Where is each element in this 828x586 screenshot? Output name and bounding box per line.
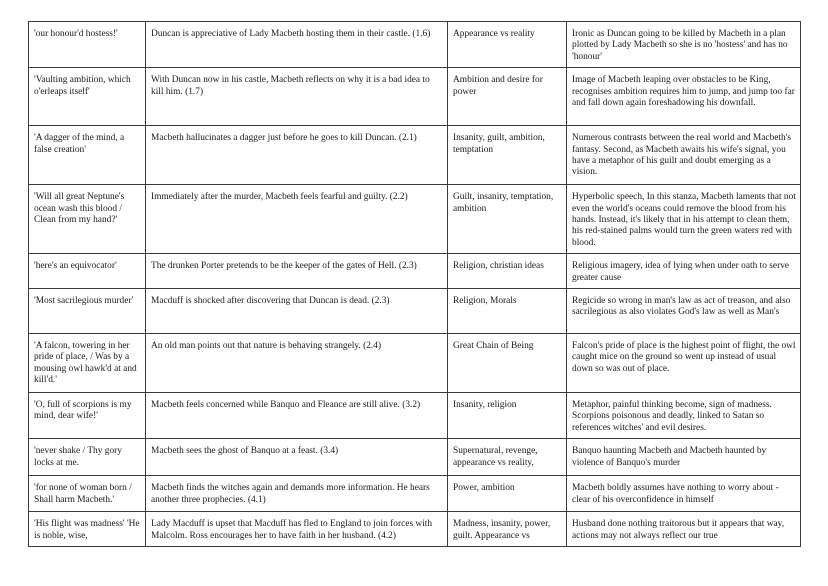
analysis-cell: Metaphor, painful thinking become, sign of madness. Scorpions poisonous and deadly, linked to Satan so references witches' and evil desires. (567, 393, 801, 439)
analysis-cell: Falcon's pride of place is the highest point of flight, the owl caught mice on the ground so went up instead of usual down so was out of place. (567, 334, 801, 393)
quote-cell: 'A dagger of the mind, a false creation' (29, 126, 146, 185)
context-cell: Macbeth hallucinates a dagger just before he goes to kill Duncan. (2.1) (146, 126, 448, 185)
themes-cell: Religion, Morals (448, 289, 567, 334)
themes-cell: Insanity, guilt, ambition, temptation (448, 126, 567, 185)
themes-cell: Religion, christian ideas (448, 254, 567, 289)
analysis-cell: Regicide so wrong in man's law as act of treason, and also sacrilegious as also violates God's law as well as Man's (567, 289, 801, 334)
table-row (29, 334, 801, 393)
context-cell: Lady Macduff is upset that Macduff has fled to England to join forces with Malcolm. Ross encourages her to have faith in her husband. (4.2) (146, 512, 448, 547)
table-row (29, 439, 801, 476)
table-row (29, 185, 801, 254)
context-cell: The drunken Porter pretends to be the keeper of the gates of Hell. (2.3) (146, 254, 448, 289)
context-cell: With Duncan now in his castle, Macbeth reflects on why it is a bad idea to kill him. (1.7) (146, 68, 448, 126)
quote-cell: 'Most sacrilegious murder' (29, 289, 146, 334)
context-cell: Duncan is appreciative of Lady Macbeth hosting them in their castle. (1.6) (146, 22, 448, 68)
quote-cell: 'Will all great Neptune's ocean wash this blood / Clean from my hand?' (29, 185, 146, 254)
quotes-table (28, 21, 801, 547)
table-row (29, 68, 801, 126)
table-row (29, 512, 801, 547)
context-cell: Macbeth sees the ghost of Banquo at a feast. (3.4) (146, 439, 448, 476)
context-cell: Immediately after the murder, Macbeth feels fearful and guilty. (2.2) (146, 185, 448, 254)
context-cell: An old man points out that nature is behaving strangely. (2.4) (146, 334, 448, 393)
themes-cell: Madness, insanity, power, guilt. Appearance vs (448, 512, 567, 547)
table-row (29, 289, 801, 334)
quote-cell: 'for none of woman born / Shall harm Macbeth.' (29, 476, 146, 512)
themes-cell: Guilt, insanity, temptation, ambition (448, 185, 567, 254)
context-cell: Macduff is shocked after discovering that Duncan is dead. (2.3) (146, 289, 448, 334)
themes-cell: Ambition and desire for power (448, 68, 567, 126)
analysis-cell: Macbeth boldly assumes have nothing to worry about - clear of his overconfidence in himself (567, 476, 801, 512)
quote-cell: 'here's an equivocator' (29, 254, 146, 289)
quotes-table-body (29, 22, 801, 547)
quote-cell: 'A falcon, towering in her pride of place, / Was by a mousing owl hawk'd at and kill'd.' (29, 334, 146, 393)
themes-cell: Power, ambition (448, 476, 567, 512)
table-row (29, 393, 801, 439)
quote-cell: 'O, full of scorpions is my mind, dear wife!' (29, 393, 146, 439)
table-row (29, 22, 801, 68)
themes-cell: Supernatural, revenge, appearance vs reality, (448, 439, 567, 476)
context-cell: Macbeth finds the witches again and demands more information. He hears another three prophecies. (4.1) (146, 476, 448, 512)
analysis-cell: Hyperbolic speech, In this stanza, Macbeth laments that not even the world's oceans could remove the blood from his hands. Instead, it's likely that in his attempt to clean them, his red-stained palms would turn the green waters red with blood. (567, 185, 801, 254)
analysis-cell: Numerous contrasts between the real world and Macbeth's fantasy. Second, as Macbeth awaits his wife's signal, you have a metaphor of his guilt and doubt emerging as a vision. (567, 126, 801, 185)
quote-cell: 'never shake / Thy gory locks at me. (29, 439, 146, 476)
themes-cell: Appearance vs reality (448, 22, 567, 68)
context-cell: Macbeth feels concerned while Banquo and Fleance are still alive. (3.2) (146, 393, 448, 439)
themes-cell: Great Chain of Being (448, 334, 567, 393)
table-row (29, 476, 801, 512)
analysis-cell: Husband done nothing traitorous but it appears that way, actions may not always reflect our true (567, 512, 801, 547)
analysis-cell: Image of Macbeth leaping over obstacles to be King, recognises ambition requires him to jump, and jump too far and fall down again foreshadowing his downfall. (567, 68, 801, 126)
analysis-cell: Ironic as Duncan going to be killed by Macbeth in a plan plotted by Lady Macbeth so she is no 'hostess' and has no 'honour' (567, 22, 801, 68)
quote-cell: 'His flight was madness' 'He is noble, wise, (29, 512, 146, 547)
quote-cell: 'our honour'd hostess!' (29, 22, 146, 68)
table-row (29, 254, 801, 289)
analysis-cell: Religious imagery, idea of lying when under oath to serve greater cause (567, 254, 801, 289)
quote-cell: 'Vaulting ambition, which o'erleaps itself' (29, 68, 146, 126)
table-row (29, 126, 801, 185)
analysis-cell: Banquo haunting Macbeth and Macbeth haunted by violence of Banquo's murder (567, 439, 801, 476)
themes-cell: Insanity, religion (448, 393, 567, 439)
